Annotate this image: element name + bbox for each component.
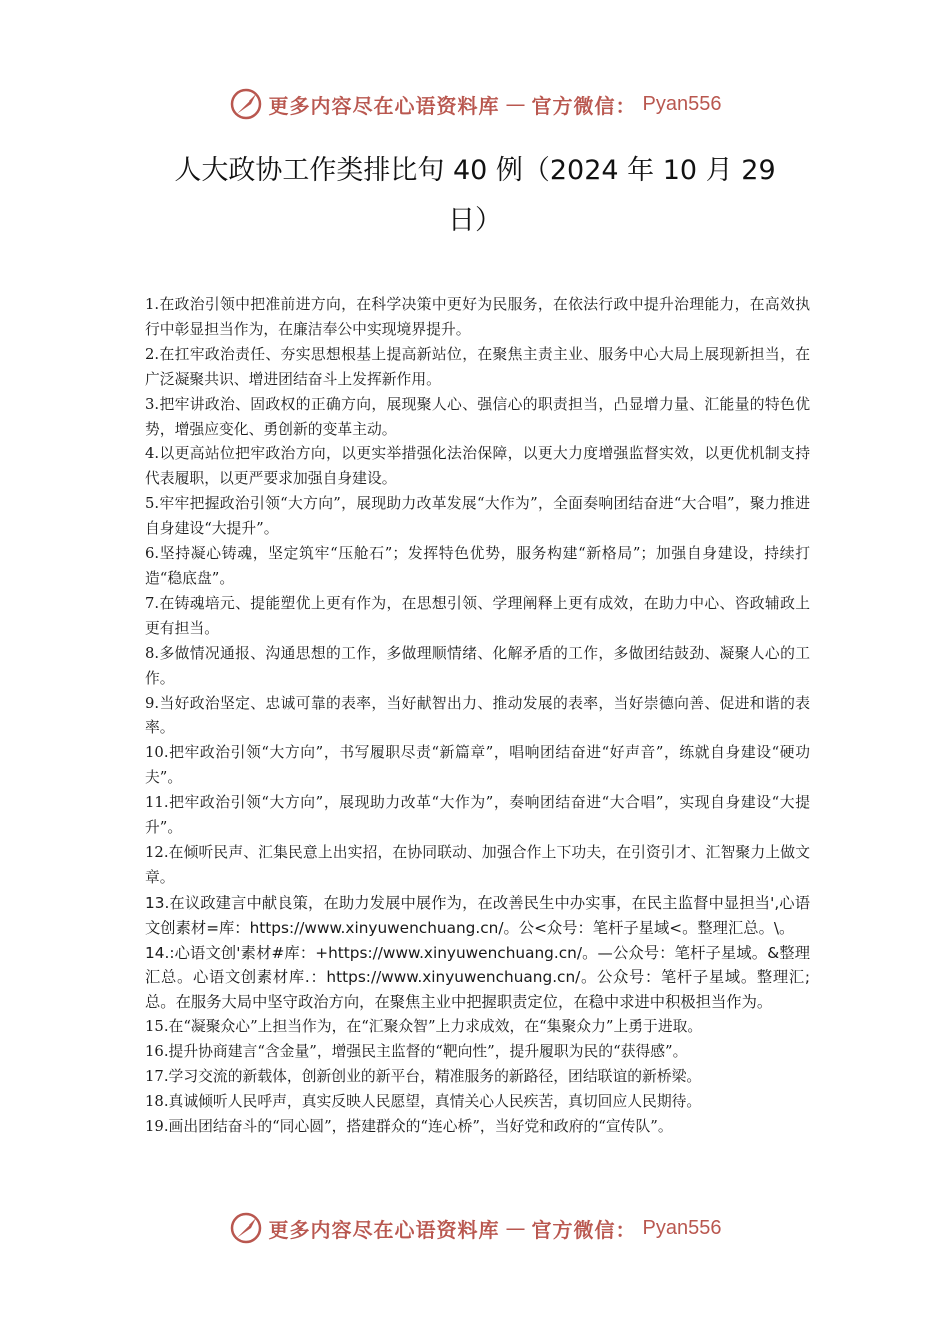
list-item: 15.在“凝聚众心”上担当作为，在“汇聚众智”上力求成效，在“集聚众力”上勇于进取。 bbox=[145, 1018, 703, 1036]
banner-text: 更多内容尽在心语资料库 bbox=[268, 1217, 500, 1242]
list-item: 3.把牢讲政治、固政权的正确方向，展现聚人心、强信心的职责担当，凸显增力量、汇能量的特色优势，增强应变化、勇创新的变革主动。 bbox=[145, 395, 810, 438]
banner-account: Pyan556 bbox=[642, 92, 722, 115]
header-watermark-banner bbox=[0, 84, 950, 124]
list-item: 13.在议政建言中献良策，在助力发展中展作为，在改善民生中办实事，在民主监督中显担当',心语文创素材=库：https://www.xinyuwenchuang.cn/。公<众号：笔杆子星域<。整理汇总。\。 bbox=[145, 893, 810, 937]
list-item: 2.在扛牢政治责任、夯实思想根基上提高新站位，在聚焦主责主业、服务中心大局上展现新担当，在广泛凝聚共识、增进团结奋斗上发挥新作用。 bbox=[145, 345, 810, 388]
list-item: 1.在政治引领中把准前进方向，在科学决策中更好为民服务，在依法行政中提升治理能力，在高效执行中彰显担当作为，在廉洁奉公中实现境界提升。 bbox=[145, 296, 810, 338]
document-body bbox=[145, 293, 810, 1140]
list-item: 19.画出团结奋斗的“同心圆”，搭建群众的“连心桥”，当好党和政府的“宣传队”。 bbox=[145, 1117, 673, 1135]
list-item: 7.在铸魂培元、提能塑优上更有作为，在思想引领、学理阐释上更有成效，在助力中心、咨政辅政上更有担当。 bbox=[145, 594, 810, 637]
banner-label: 官方微信： bbox=[531, 1217, 637, 1242]
banner-label: 官方微信： bbox=[531, 93, 637, 118]
footer-watermark-banner bbox=[0, 1208, 950, 1248]
list-item: 11.把牢政治引领“大方向”，展现助力改革“大作为”，奏响团结奋进“大合唱”，实现自身建设“大提升”。 bbox=[145, 794, 810, 837]
list-item: 14.:心语文创'素材#库：+https://www.xinyuwenchuang.cn/。—公众号：笔杆子星域。&整理汇总。心语文创素材库.：https://www.xinyuwenchuang.cn/。公众号：笔杆子星域。整理汇;总。在服务大局中坚守政治方向，在聚焦主业中把握职责定位，在稳中求进中积极担当作为。 bbox=[145, 943, 810, 1012]
list-item: 9.当好政治坚定、忠诚可靠的表率，当好献智出力、推动发展的表率，当好崇德向善、促进和谐的表率。 bbox=[145, 694, 810, 737]
quill-logo-icon bbox=[229, 1211, 263, 1245]
document-title: 人大政协工作类排比句 40 例（2024 年 10 月 29 日） bbox=[174, 155, 776, 236]
list-item: 16.提升协商建言“含金量”，增强民主监督的“靶向性”，提升履职为民的“获得感”。 bbox=[145, 1043, 688, 1061]
list-item: 8.多做情况通报、沟通思想的工作，多做理顺情绪、化解矛盾的工作，多做团结鼓劲、凝聚人心的工作。 bbox=[145, 644, 810, 687]
banner-account: Pyan556 bbox=[642, 1216, 722, 1239]
list-item: 6.坚持凝心铸魂，坚定筑牢“压舱石”；发挥特色优势，服务构建“新格局”；加强自身建设，持续打造“稳底盘”。 bbox=[145, 545, 810, 587]
list-item: 4.以更高站位把牢政治方向，以更实举措强化法治保障，以更大力度增强监督实效，以更优机制支持代表履职，以更严要求加强自身建设。 bbox=[145, 445, 810, 488]
list-item: 17.学习交流的新载体，创新创业的新平台，精准服务的新路径，团结联谊的新桥梁。 bbox=[145, 1068, 702, 1086]
list-item: 5.牢牢把握政治引领“大方向”，展现助力改革发展“大作为”，全面奏响团结奋进“大合唱”，聚力推进自身建设“大提升”。 bbox=[145, 495, 810, 538]
banner-text: 更多内容尽在心语资料库 bbox=[268, 93, 500, 118]
banner-separator: — bbox=[505, 1216, 526, 1240]
list-item: 18.真诚倾听人民呼声，真实反映人民愿望，真情关心人民疾苦，真切回应人民期待。 bbox=[145, 1093, 702, 1110]
list-item: 12.在倾听民声、汇集民意上出实招，在协同联动、加强合作上下功夫，在引资引才、汇智聚力上做文章。 bbox=[145, 843, 810, 886]
list-item: 10.把牢政治引领“大方向”，书写履职尽责“新篇章”，唱响团结奋进“好声音”，练就自身建设“硬功夫”。 bbox=[145, 744, 810, 787]
banner-separator: — bbox=[505, 92, 526, 116]
quill-logo-icon bbox=[229, 87, 263, 121]
